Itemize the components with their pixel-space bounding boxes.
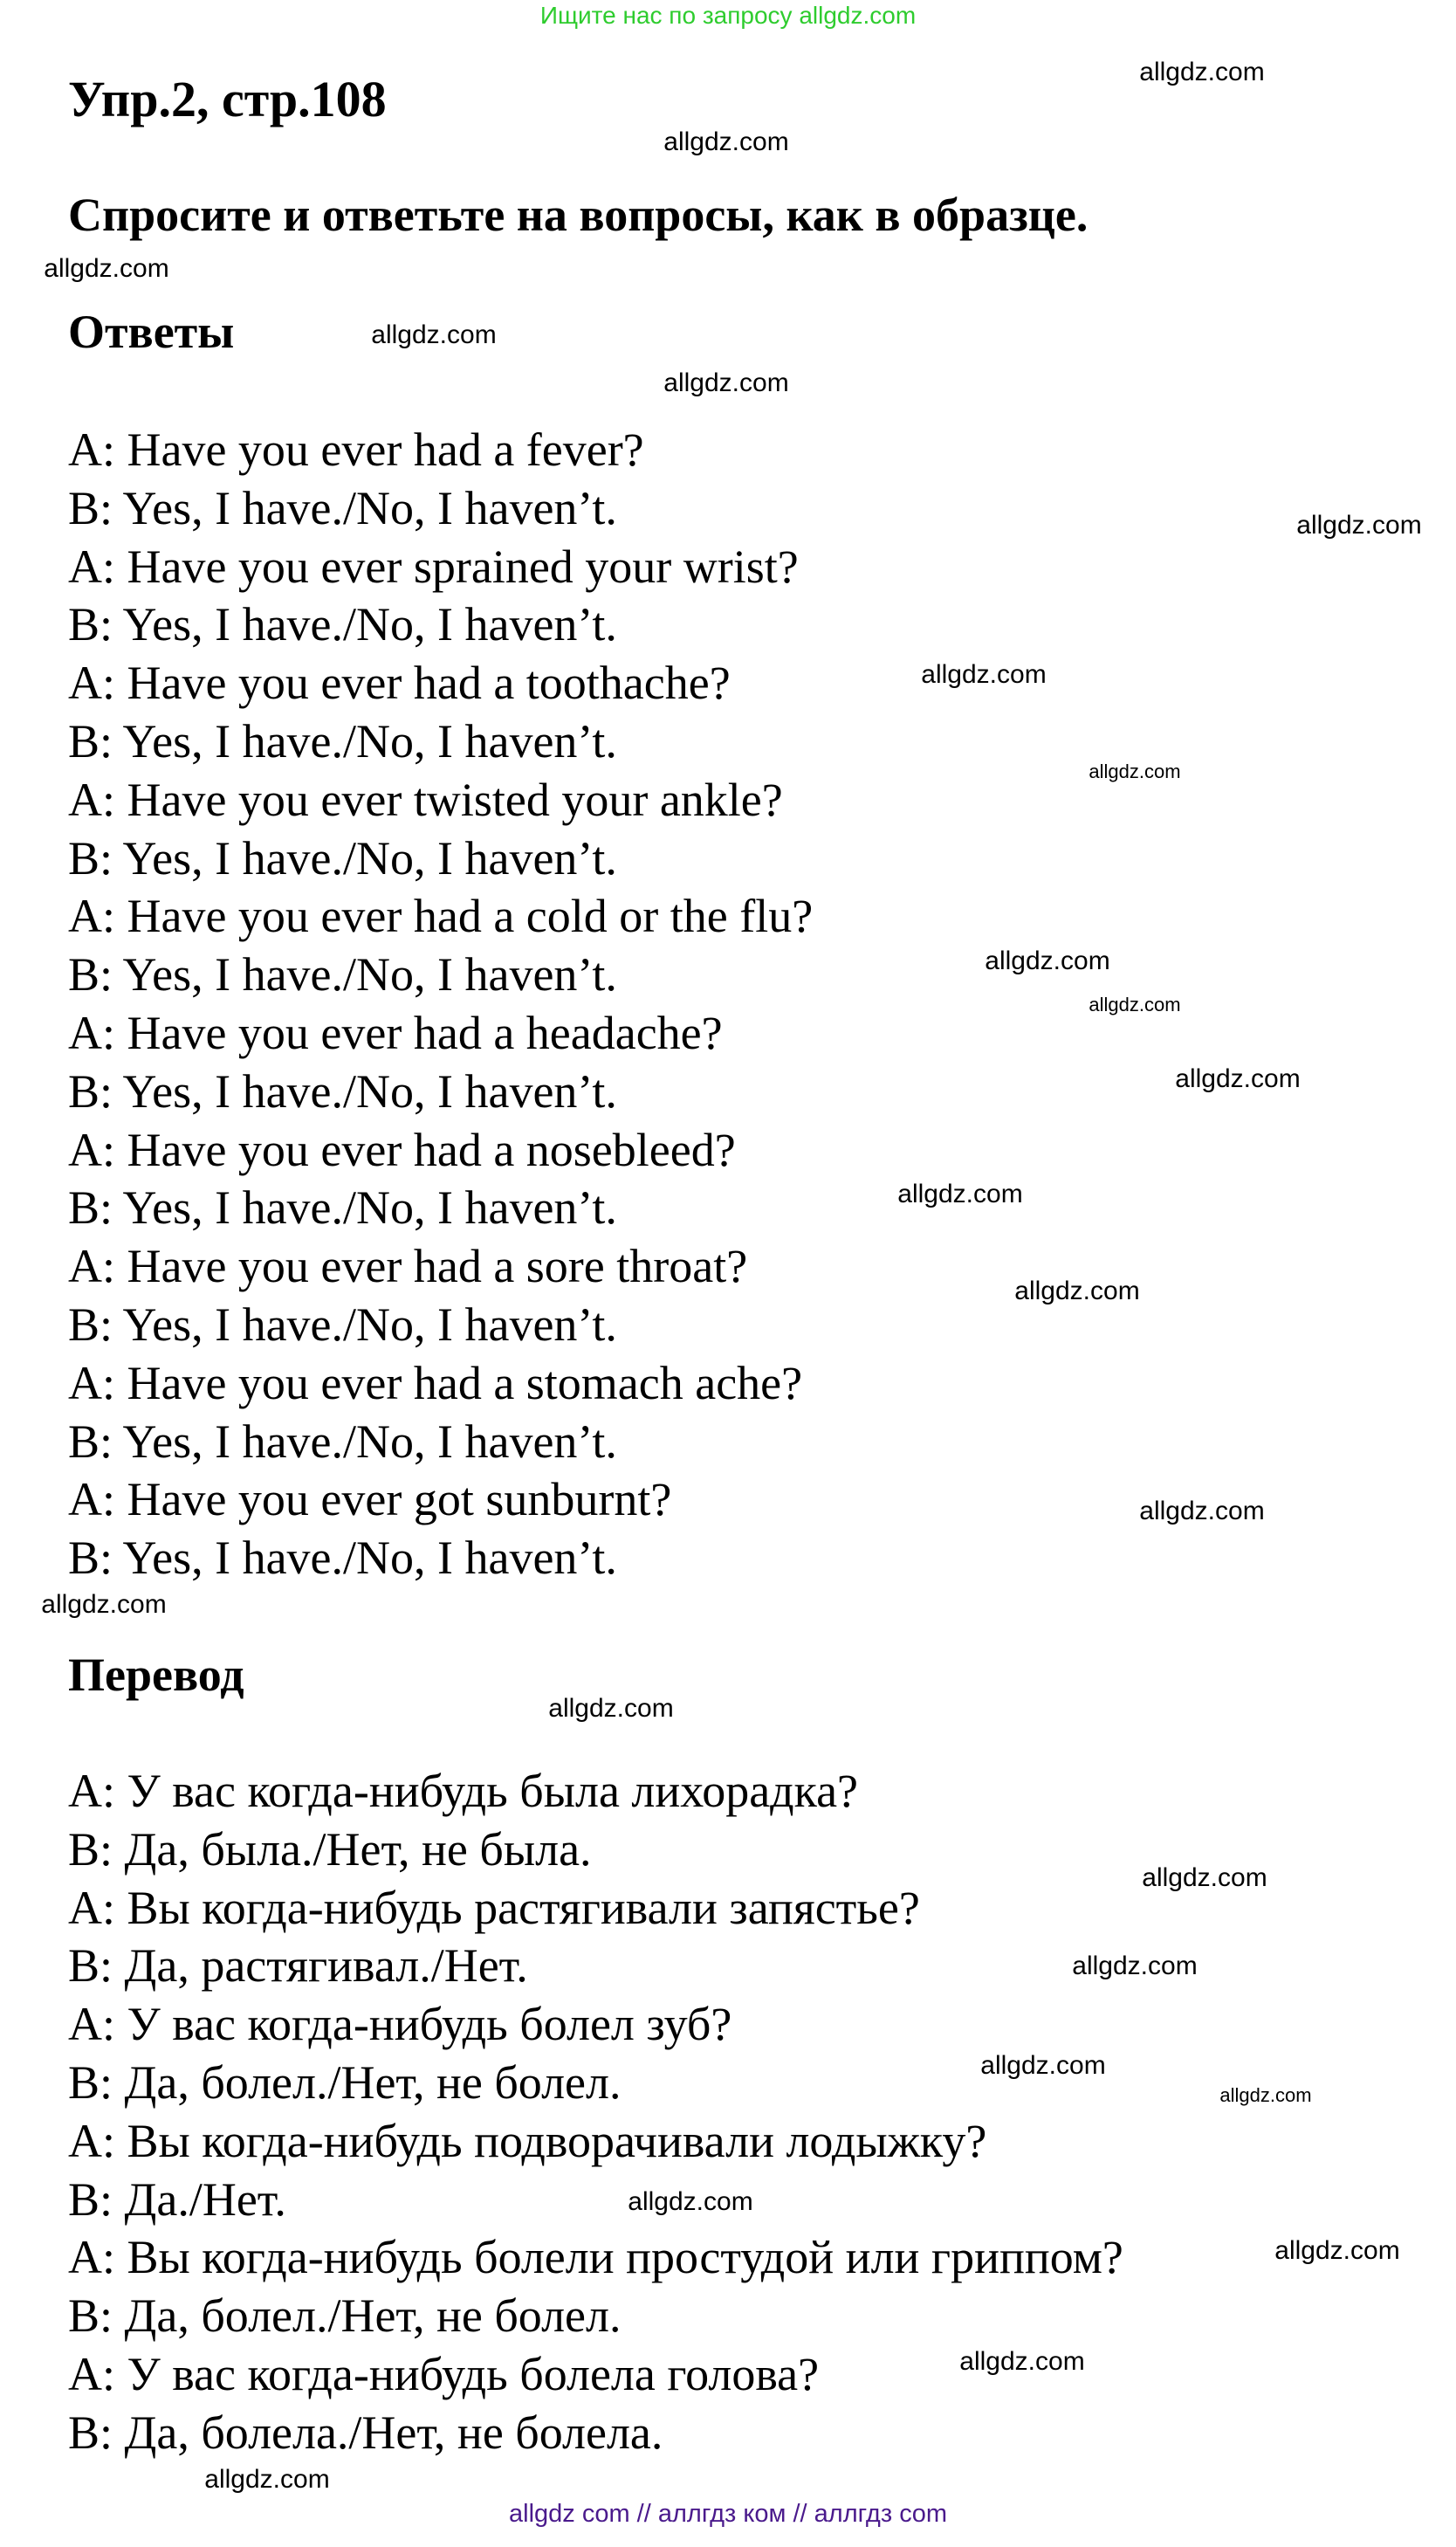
answer-line: B: Yes, I have./No, I haven’t.	[68, 481, 617, 534]
translation-line: A: У вас когда-нибудь болел зуб?	[68, 1998, 732, 2051]
translation-line: B: Да, болел./Нет, не болел.	[68, 2289, 622, 2343]
answer-line: A: Have you ever got sunburnt?	[68, 1473, 672, 1526]
answer-line: A: Have you ever had a nosebleed?	[68, 1123, 736, 1176]
answer-line: B: Yes, I have./No, I haven’t.	[68, 715, 617, 768]
answer-line: B: Yes, I have./No, I haven’t.	[68, 1298, 617, 1351]
search-banner[interactable]: Ищите нас по запросу allgdz.com	[539, 2, 917, 29]
watermark: allgdz.com	[1089, 761, 1181, 782]
translation-line: B: Да, была./Нет, не была.	[68, 1822, 592, 1876]
translation-line: B: Да./Нет.	[68, 2172, 286, 2226]
answer-line: A: Have you ever had a cold or the flu?	[68, 890, 814, 943]
translation-heading: Перевод	[68, 1649, 244, 1701]
watermark: allgdz.com	[204, 2465, 330, 2494]
watermark: allgdz.com	[959, 2347, 1085, 2376]
watermark: allgdz.com	[985, 947, 1110, 975]
watermark: allgdz.com	[1296, 511, 1422, 540]
translation-line: A: У вас когда-нибудь была лихорадка?	[68, 1765, 859, 1817]
translation-line: B: Да, болела./Нет, не болела.	[68, 2406, 663, 2459]
answer-line: A: Have you ever sprained your wrist?	[68, 540, 799, 593]
watermark: allgdz.com	[1072, 1952, 1198, 1980]
answer-line: B: Yes, I have./No, I haven’t.	[68, 1532, 617, 1585]
answer-line: B: Yes, I have./No, I haven’t.	[68, 598, 617, 651]
translation-line: A: Вы когда-нибудь подворачивали лодыжку?	[68, 2114, 987, 2167]
watermark: allgdz.com	[663, 127, 789, 156]
translation-line: A: У вас когда-нибудь болела голова?	[68, 2348, 820, 2400]
watermark: allgdz.com	[980, 2051, 1106, 2080]
page-title: Упр.2, стр.108	[68, 71, 387, 127]
answer-line: B: Yes, I have./No, I haven’t.	[68, 1181, 617, 1235]
footer-links[interactable]: allgdz com // аллгдз ком // аллгдз com	[509, 2500, 947, 2528]
task-heading: Спросите и ответьте на вопросы, как в образце.	[68, 189, 1089, 241]
watermark: allgdz.com	[1274, 2236, 1400, 2265]
translation-line: A: Вы когда-нибудь растягивали запястье?	[68, 1881, 920, 1934]
answer-line: B: Yes, I have./No, I haven’t.	[68, 1415, 617, 1468]
watermark: allgdz.com	[628, 2187, 753, 2216]
watermark: allgdz.com	[921, 660, 1047, 689]
answer-line: A: Have you ever had a stomach ache?	[68, 1356, 803, 1409]
answers-heading: Ответы	[68, 306, 235, 358]
watermark: allgdz.com	[1139, 1497, 1265, 1525]
watermark: allgdz.com	[897, 1180, 1023, 1208]
watermark: allgdz.com	[44, 254, 169, 283]
answer-line: A: Have you ever had a toothache?	[68, 657, 731, 710]
answer-line: B: Yes, I have./No, I haven’t.	[68, 1064, 617, 1118]
translation-line: A: Вы когда-нибудь болели простудой или гриппом?	[68, 2231, 1123, 2284]
translation-line: B: Да, болел./Нет, не болел.	[68, 2056, 622, 2109]
translation-line: B: Да, растягивал./Нет.	[68, 1939, 528, 1993]
watermark: allgdz.com	[1175, 1064, 1301, 1093]
answer-line: A: Have you ever had a fever?	[68, 423, 644, 476]
watermark: allgdz.com	[1089, 994, 1181, 1015]
watermark: allgdz.com	[1014, 1277, 1140, 1305]
watermark: allgdz.com	[1139, 58, 1265, 86]
watermark: allgdz.com	[1219, 2084, 1312, 2106]
watermark: allgdz.com	[548, 1694, 674, 1723]
answer-line: B: Yes, I have./No, I haven’t.	[68, 948, 617, 1002]
watermark: allgdz.com	[41, 1590, 167, 1619]
answer-line: B: Yes, I have./No, I haven’t.	[68, 831, 617, 885]
answer-line: A: Have you ever had a sore throat?	[68, 1240, 748, 1293]
watermark: allgdz.com	[663, 368, 789, 397]
answer-line: A: Have you ever twisted your ankle?	[68, 773, 783, 826]
answer-line: A: Have you ever had a headache?	[68, 1007, 723, 1059]
watermark: allgdz.com	[1142, 1863, 1267, 1892]
watermark: allgdz.com	[371, 320, 497, 349]
